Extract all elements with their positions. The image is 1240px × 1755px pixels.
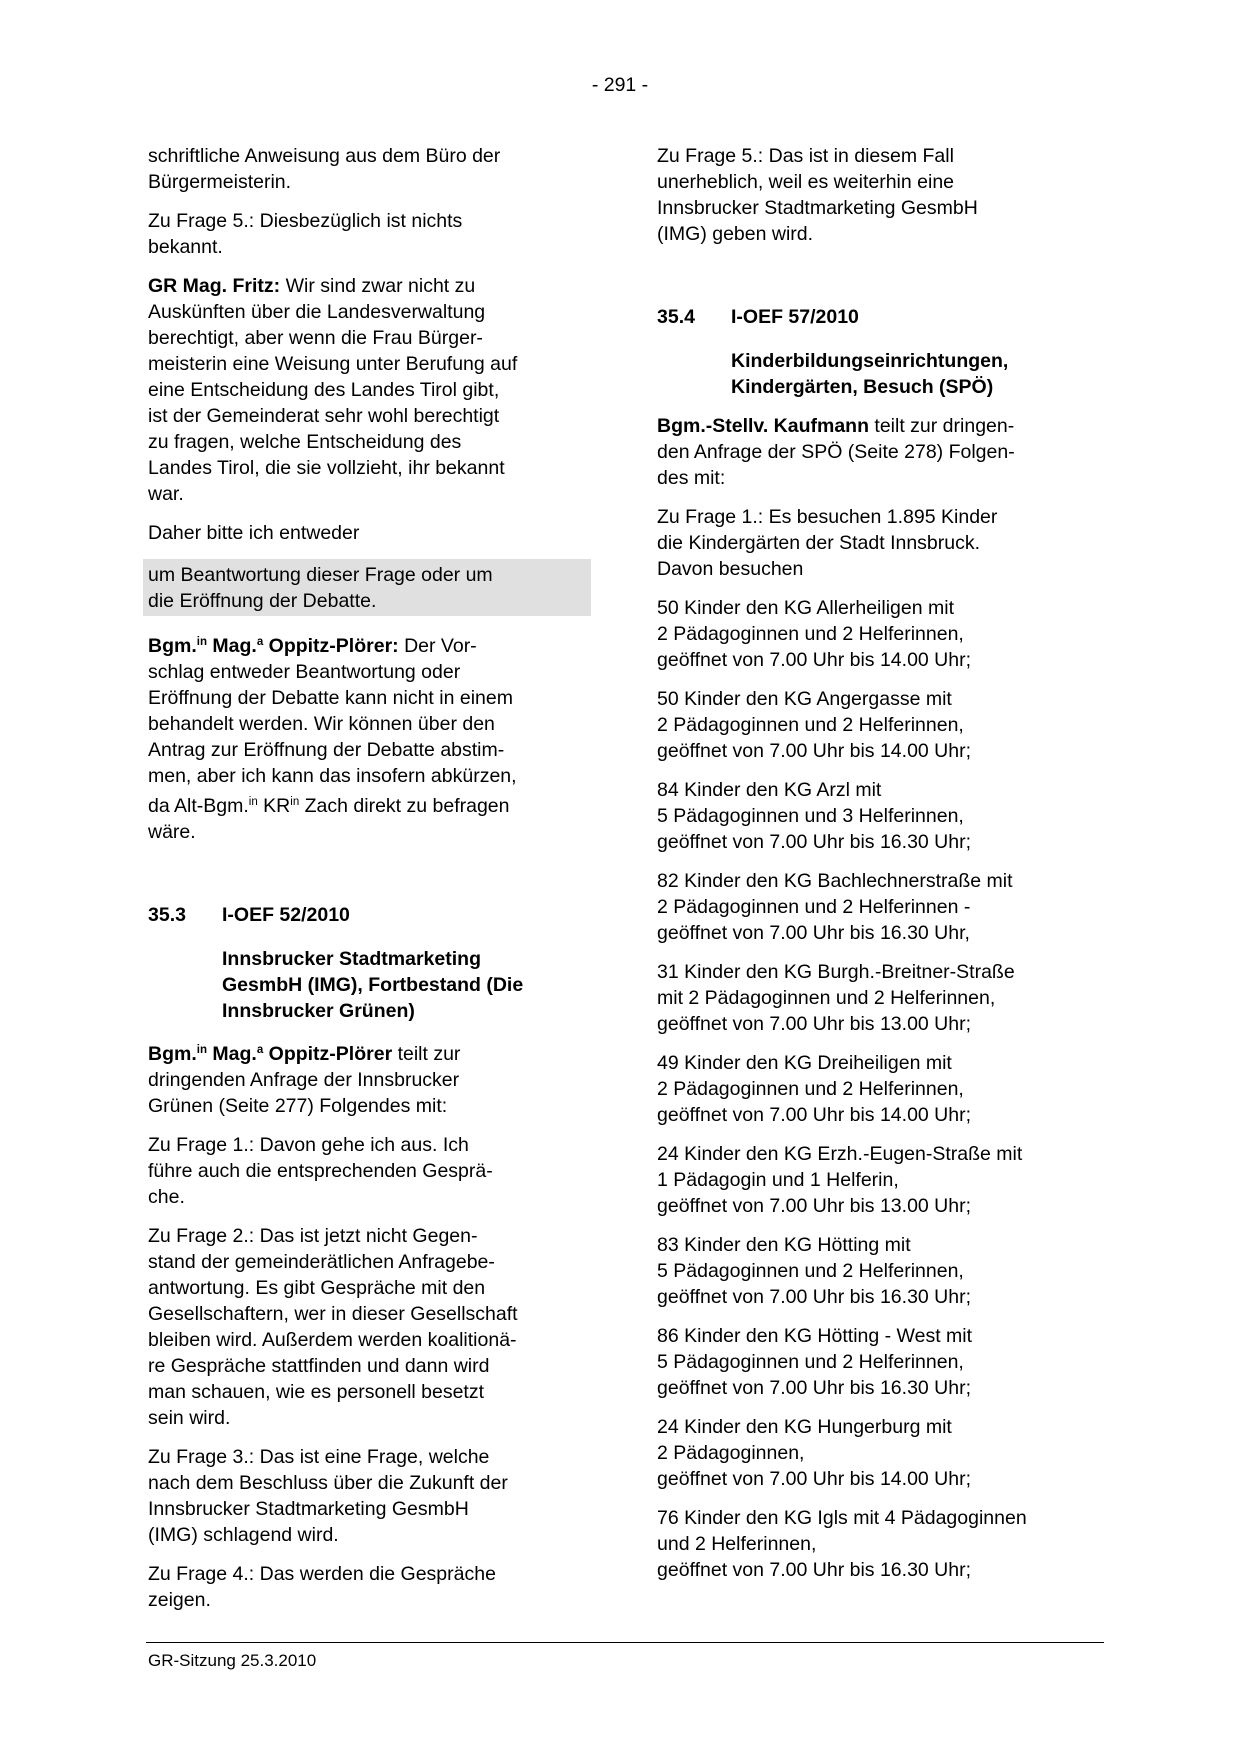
- text-line: [657, 530, 1094, 556]
- text-run: 50 Kinder den KG Allerheiligen mit: [657, 597, 955, 619]
- text-run: 82 Kinder den KG Bachlechnerstraße mit: [657, 870, 1013, 892]
- text-run: unerheblich, weil es weiterhin eine: [657, 171, 955, 193]
- speaker-name: GR Mag. Fritz:: [148, 275, 281, 297]
- paragraph: [148, 1444, 585, 1548]
- text-run: che.: [148, 1186, 185, 1208]
- text-line: [148, 1249, 585, 1275]
- text-line: [148, 403, 585, 429]
- text-line: [657, 920, 1094, 946]
- text-run: geöffnet von 7.00 Uhr bis 13.00 Uhr;: [657, 1195, 972, 1217]
- text-run: und 2 Helferinnen,: [657, 1533, 817, 1555]
- text-run: Zu Frage 3.: Das ist eine Frage, welche: [148, 1446, 490, 1468]
- text-line: [148, 377, 585, 403]
- paragraph: [657, 143, 1094, 247]
- text-run: Innsbrucker Stadtmarketing: [222, 948, 481, 970]
- paragraph: [148, 208, 585, 260]
- text-line: [148, 562, 585, 588]
- text-run: 84 Kinder den KG Arzl mit: [657, 779, 882, 801]
- text-run: zu fragen, welche Entscheidung des: [148, 431, 462, 453]
- text-run: 1 Pädagogin und 1 Helferin,: [657, 1169, 899, 1191]
- text-run: den Anfrage der SPÖ (Seite 278) Folgen-: [657, 441, 1015, 463]
- section-subtitle: [222, 946, 585, 1024]
- paragraph: [148, 1223, 585, 1431]
- text-line: [657, 413, 1094, 439]
- text-run: 50 Kinder den KG Angergasse mit: [657, 688, 952, 710]
- text-run: geöffnet von 7.00 Uhr bis 16.30 Uhr;: [657, 1377, 972, 1399]
- text-run: Bürgermeisterin.: [148, 171, 292, 193]
- text-line: [148, 1444, 585, 1470]
- text-line: [148, 234, 585, 260]
- superscript: a: [256, 1044, 264, 1056]
- text-run: geöffnet von 7.00 Uhr bis 16.30 Uhr;: [657, 1286, 972, 1308]
- text-line: [148, 143, 585, 169]
- text-run: wäre.: [148, 821, 196, 843]
- text-line: [148, 1184, 585, 1210]
- text-line: [148, 1093, 585, 1119]
- text-line: [657, 221, 1094, 247]
- speaker-name: Mag.: [206, 1043, 257, 1065]
- text-line: [148, 789, 585, 819]
- text-run: 5 Pädagoginnen und 2 Helferinnen,: [657, 1260, 964, 1282]
- text-line: [657, 556, 1094, 582]
- text-line: [657, 621, 1094, 647]
- text-run: 83 Kinder den KG Hötting mit: [657, 1234, 911, 1256]
- text-run: des mit:: [657, 467, 726, 489]
- text-run: 5 Pädagoginnen und 2 Helferinnen,: [657, 1351, 964, 1373]
- text-run: (IMG) geben wird.: [657, 223, 814, 245]
- text-run: Zu Frage 5.: Diesbezüglich ist nichts: [148, 210, 463, 232]
- text-line: [657, 647, 1094, 673]
- text-run: men, aber ich kann das insofern abkürzen,: [148, 765, 517, 787]
- text-run: geöffnet von 7.00 Uhr bis 16.30 Uhr,: [657, 922, 970, 944]
- section-heading: [148, 902, 585, 928]
- text-run: geöffnet von 7.00 Uhr bis 14.00 Uhr;: [657, 1468, 972, 1490]
- speaker-name: Oppitz-Plörer: [263, 1043, 393, 1065]
- text-line: [657, 1466, 1094, 1492]
- text-run: 2 Pädagoginnen und 2 Helferinnen,: [657, 714, 964, 736]
- text-line: [657, 738, 1094, 764]
- text-run: mit 2 Pädagoginnen und 2 Helferinnen,: [657, 987, 996, 1009]
- text-line: [148, 1132, 585, 1158]
- text-run: geöffnet von 7.00 Uhr bis 16.30 Uhr;: [657, 831, 972, 853]
- text-run: Landes Tirol, die sie vollzieht, ihr bekannt: [148, 457, 505, 479]
- text-run: stand der gemeinderätlichen Anfragebe-: [148, 1251, 495, 1273]
- text-run: schriftliche Anweisung aus dem Büro der: [148, 145, 501, 167]
- text-line: [657, 195, 1094, 221]
- text-line: [657, 1167, 1094, 1193]
- text-run: bekannt.: [148, 236, 223, 258]
- speaker-name: Oppitz-Plörer:: [263, 635, 399, 657]
- left-column: [148, 143, 585, 1626]
- paragraph: [148, 1037, 585, 1119]
- paragraph: [657, 686, 1094, 764]
- text-run: geöffnet von 7.00 Uhr bis 14.00 Uhr;: [657, 740, 972, 762]
- superscript: a: [256, 636, 264, 648]
- text-run: zeigen.: [148, 1589, 211, 1611]
- paragraph: [148, 1132, 585, 1210]
- text-line: [148, 1353, 585, 1379]
- text-line: [148, 273, 585, 299]
- text-line: [657, 169, 1094, 195]
- text-line: [148, 1067, 585, 1093]
- text-line: [148, 1587, 585, 1613]
- page-number: - 291 -: [591, 74, 649, 96]
- text-line: [148, 455, 585, 481]
- text-line: [148, 711, 585, 737]
- text-line: [148, 763, 585, 789]
- text-line: [657, 1141, 1094, 1167]
- text-line: [657, 1102, 1094, 1128]
- text-run: bleiben wird. Außerdem werden koalitionä-: [148, 1329, 517, 1351]
- text-line: [657, 829, 1094, 855]
- text-run: Kindergärten, Besuch (SPÖ): [731, 376, 994, 398]
- text-line: [148, 520, 585, 546]
- superscript: in: [196, 1044, 207, 1056]
- text-run: Zu Frage 2.: Das ist jetzt nicht Gegen-: [148, 1225, 478, 1247]
- text-line: [222, 946, 585, 972]
- text-run: Zu Frage 1.: Davon gehe ich aus. Ich: [148, 1134, 469, 1156]
- text-run: GesmbH (IMG), Fortbestand (Die: [222, 974, 524, 996]
- text-line: [657, 439, 1094, 465]
- section-title: I-OEF 57/2010: [731, 306, 859, 328]
- text-line: [657, 1050, 1094, 1076]
- text-run: die Kindergärten der Stadt Innsbruck.: [657, 532, 981, 554]
- text-run: berechtigt, aber wenn die Frau Bürger-: [148, 327, 483, 349]
- text-run: Kinderbildungseinrichtungen,: [731, 350, 1009, 372]
- text-run: die Eröffnung der Debatte.: [148, 590, 377, 612]
- text-line: [148, 685, 585, 711]
- text-line: [148, 819, 585, 845]
- text-line: [731, 348, 1094, 374]
- paragraph: [148, 143, 585, 195]
- paragraph: [657, 868, 1094, 946]
- text-run: 49 Kinder den KG Dreiheiligen mit: [657, 1052, 952, 1074]
- text-line: [148, 481, 585, 507]
- text-run: Der Vor-: [398, 635, 477, 657]
- text-line: [657, 777, 1094, 803]
- text-line: [657, 595, 1094, 621]
- section-number: 35.4: [657, 306, 695, 328]
- paragraph: [657, 1232, 1094, 1310]
- text-line: [657, 803, 1094, 829]
- paragraph: [657, 1141, 1094, 1219]
- text-line: [657, 894, 1094, 920]
- text-line: [657, 1193, 1094, 1219]
- text-line: [657, 1505, 1094, 1531]
- text-line: [657, 686, 1094, 712]
- text-line: [657, 868, 1094, 894]
- text-line: [731, 374, 1094, 400]
- right-column: [657, 143, 1094, 1596]
- text-line: [148, 208, 585, 234]
- text-run: führe auch die entsprechenden Gesprä-: [148, 1160, 493, 1182]
- text-run: Zu Frage 5.: Das ist in diesem Fall: [657, 145, 954, 167]
- paragraph: [657, 777, 1094, 855]
- text-line: [657, 1323, 1094, 1349]
- text-run: meisterin eine Weisung unter Berufung auf: [148, 353, 518, 375]
- paragraph: [148, 629, 585, 845]
- text-line: [148, 1561, 585, 1587]
- text-run: eine Entscheidung des Landes Tirol gibt,: [148, 379, 500, 401]
- speaker-name: Mag.: [206, 635, 257, 657]
- text-run: Auskünften über die Landesverwaltung: [148, 301, 486, 323]
- paragraph: [657, 1505, 1094, 1583]
- text-run: geöffnet von 7.00 Uhr bis 14.00 Uhr;: [657, 1104, 972, 1126]
- text-line: [657, 1531, 1094, 1557]
- text-run: sein wird.: [148, 1407, 231, 1429]
- section-title: I-OEF 52/2010: [222, 904, 350, 926]
- text-run: Zu Frage 4.: Das werden die Gespräche: [148, 1563, 496, 1585]
- text-line: [148, 1496, 585, 1522]
- text-line: [148, 588, 585, 614]
- paragraph: [657, 504, 1094, 582]
- footer-rule: [146, 1642, 1104, 1643]
- text-line: [657, 959, 1094, 985]
- text-run: Eröffnung der Debatte kann nicht in einem: [148, 687, 513, 709]
- text-run: Zu Frage 1.: Es besuchen 1.895 Kinder: [657, 506, 998, 528]
- speaker-name: Bgm.: [148, 1043, 197, 1065]
- text-line: [148, 1522, 585, 1548]
- text-line: [148, 299, 585, 325]
- text-run: Innsbrucker Stadtmarketing GesmbH: [657, 197, 978, 219]
- text-run: geöffnet von 7.00 Uhr bis 16.30 Uhr;: [657, 1559, 972, 1581]
- text-line: [657, 1011, 1094, 1037]
- superscript: in: [290, 796, 300, 808]
- text-line: [657, 504, 1094, 530]
- paragraph: [657, 1414, 1094, 1492]
- text-line: [222, 972, 585, 998]
- text-run: 2 Pädagoginnen und 2 Helferinnen -: [657, 896, 971, 918]
- text-line: [222, 998, 585, 1024]
- text-line: [148, 629, 585, 659]
- text-line: [148, 429, 585, 455]
- text-line: [148, 659, 585, 685]
- text-run: KR: [257, 795, 291, 817]
- paragraph: [148, 520, 585, 546]
- text-line: [657, 1557, 1094, 1583]
- text-run: teilt zur dringen-: [869, 415, 1015, 437]
- text-line: [657, 143, 1094, 169]
- text-line: [148, 1158, 585, 1184]
- text-line: [148, 325, 585, 351]
- text-run: 31 Kinder den KG Burgh.-Breitner-Straße: [657, 961, 1015, 983]
- text-line: [657, 712, 1094, 738]
- text-run: 5 Pädagoginnen und 3 Helferinnen,: [657, 805, 964, 827]
- text-line: [148, 351, 585, 377]
- text-line: [148, 1405, 585, 1431]
- text-line: [148, 737, 585, 763]
- text-run: nach dem Beschluss über die Zukunft der: [148, 1472, 508, 1494]
- text-run: behandelt werden. Wir können über den: [148, 713, 495, 735]
- text-run: man schauen, wie es personell besetzt: [148, 1381, 485, 1403]
- paragraph: [148, 1561, 585, 1613]
- text-line: [657, 1284, 1094, 1310]
- paragraph: [657, 413, 1094, 491]
- text-run: Gesellschaftern, wer in dieser Gesellschaft: [148, 1303, 518, 1325]
- text-line: [657, 985, 1094, 1011]
- text-run: 2 Pädagoginnen und 2 Helferinnen,: [657, 1078, 964, 1100]
- section-subtitle: [731, 348, 1094, 400]
- text-line: [148, 1037, 585, 1067]
- text-line: [148, 1275, 585, 1301]
- text-run: 24 Kinder den KG Hungerburg mit: [657, 1416, 952, 1438]
- text-run: schlag entweder Beantwortung oder: [148, 661, 461, 683]
- text-line: [657, 1232, 1094, 1258]
- text-run: geöffnet von 7.00 Uhr bis 13.00 Uhr;: [657, 1013, 972, 1035]
- text-run: ist der Gemeinderat sehr wohl berechtigt: [148, 405, 500, 427]
- text-line: [148, 1327, 585, 1353]
- superscript: in: [248, 796, 258, 808]
- text-line: [657, 1414, 1094, 1440]
- text-line: [148, 1470, 585, 1496]
- paragraph: [657, 1050, 1094, 1128]
- text-run: da Alt-Bgm.: [148, 795, 249, 817]
- text-run: Innsbrucker Stadtmarketing GesmbH: [148, 1498, 469, 1520]
- text-line: [657, 1349, 1094, 1375]
- paragraph: [657, 1323, 1094, 1401]
- text-run: teilt zur: [392, 1043, 461, 1065]
- text-run: 24 Kinder den KG Erzh.-Eugen-Straße mit: [657, 1143, 1023, 1165]
- text-run: re Gespräche stattfinden und dann wird: [148, 1355, 490, 1377]
- highlighted-passage: [143, 559, 591, 616]
- text-line: [657, 1258, 1094, 1284]
- text-run: 2 Pädagoginnen und 2 Helferinnen,: [657, 623, 964, 645]
- text-run: 2 Pädagoginnen,: [657, 1442, 805, 1464]
- speaker-name: Bgm.: [148, 635, 197, 657]
- text-run: Wir sind zwar nicht zu: [280, 275, 476, 297]
- text-line: [657, 1076, 1094, 1102]
- text-run: antwortung. Es gibt Gespräche mit den: [148, 1277, 486, 1299]
- text-line: [148, 169, 585, 195]
- paragraph: [657, 595, 1094, 673]
- text-run: Zach direkt zu befragen: [299, 795, 510, 817]
- text-run: (IMG) schlagend wird.: [148, 1524, 339, 1546]
- speaker-name: Bgm.-Stellv. Kaufmann: [657, 415, 869, 437]
- text-run: Grünen (Seite 277) Folgendes mit:: [148, 1095, 448, 1117]
- superscript: in: [196, 636, 207, 648]
- paragraph: [148, 273, 585, 507]
- section-heading: [657, 304, 1094, 330]
- text-run: Daher bitte ich entweder: [148, 522, 360, 544]
- text-run: Davon besuchen: [657, 558, 804, 580]
- text-line: [657, 1375, 1094, 1401]
- text-line: [657, 1440, 1094, 1466]
- text-line: [148, 1223, 585, 1249]
- text-run: um Beantwortung dieser Frage oder um: [148, 564, 493, 586]
- text-run: 76 Kinder den KG Igls mit 4 Pädagoginnen: [657, 1507, 1027, 1529]
- footer-text: GR-Sitzung 25.3.2010: [148, 1651, 317, 1670]
- text-run: geöffnet von 7.00 Uhr bis 14.00 Uhr;: [657, 649, 972, 671]
- text-line: [148, 1301, 585, 1327]
- section-number: 35.3: [148, 904, 186, 926]
- text-line: [148, 1379, 585, 1405]
- text-line: [657, 465, 1094, 491]
- paragraph: [657, 959, 1094, 1037]
- text-run: Innsbrucker Grünen): [222, 1000, 415, 1022]
- text-run: dringenden Anfrage der Innsbrucker: [148, 1069, 460, 1091]
- text-run: 86 Kinder den KG Hötting - West mit: [657, 1325, 973, 1347]
- text-run: war.: [148, 483, 184, 505]
- text-run: Antrag zur Eröffnung der Debatte abstim-: [148, 739, 505, 761]
